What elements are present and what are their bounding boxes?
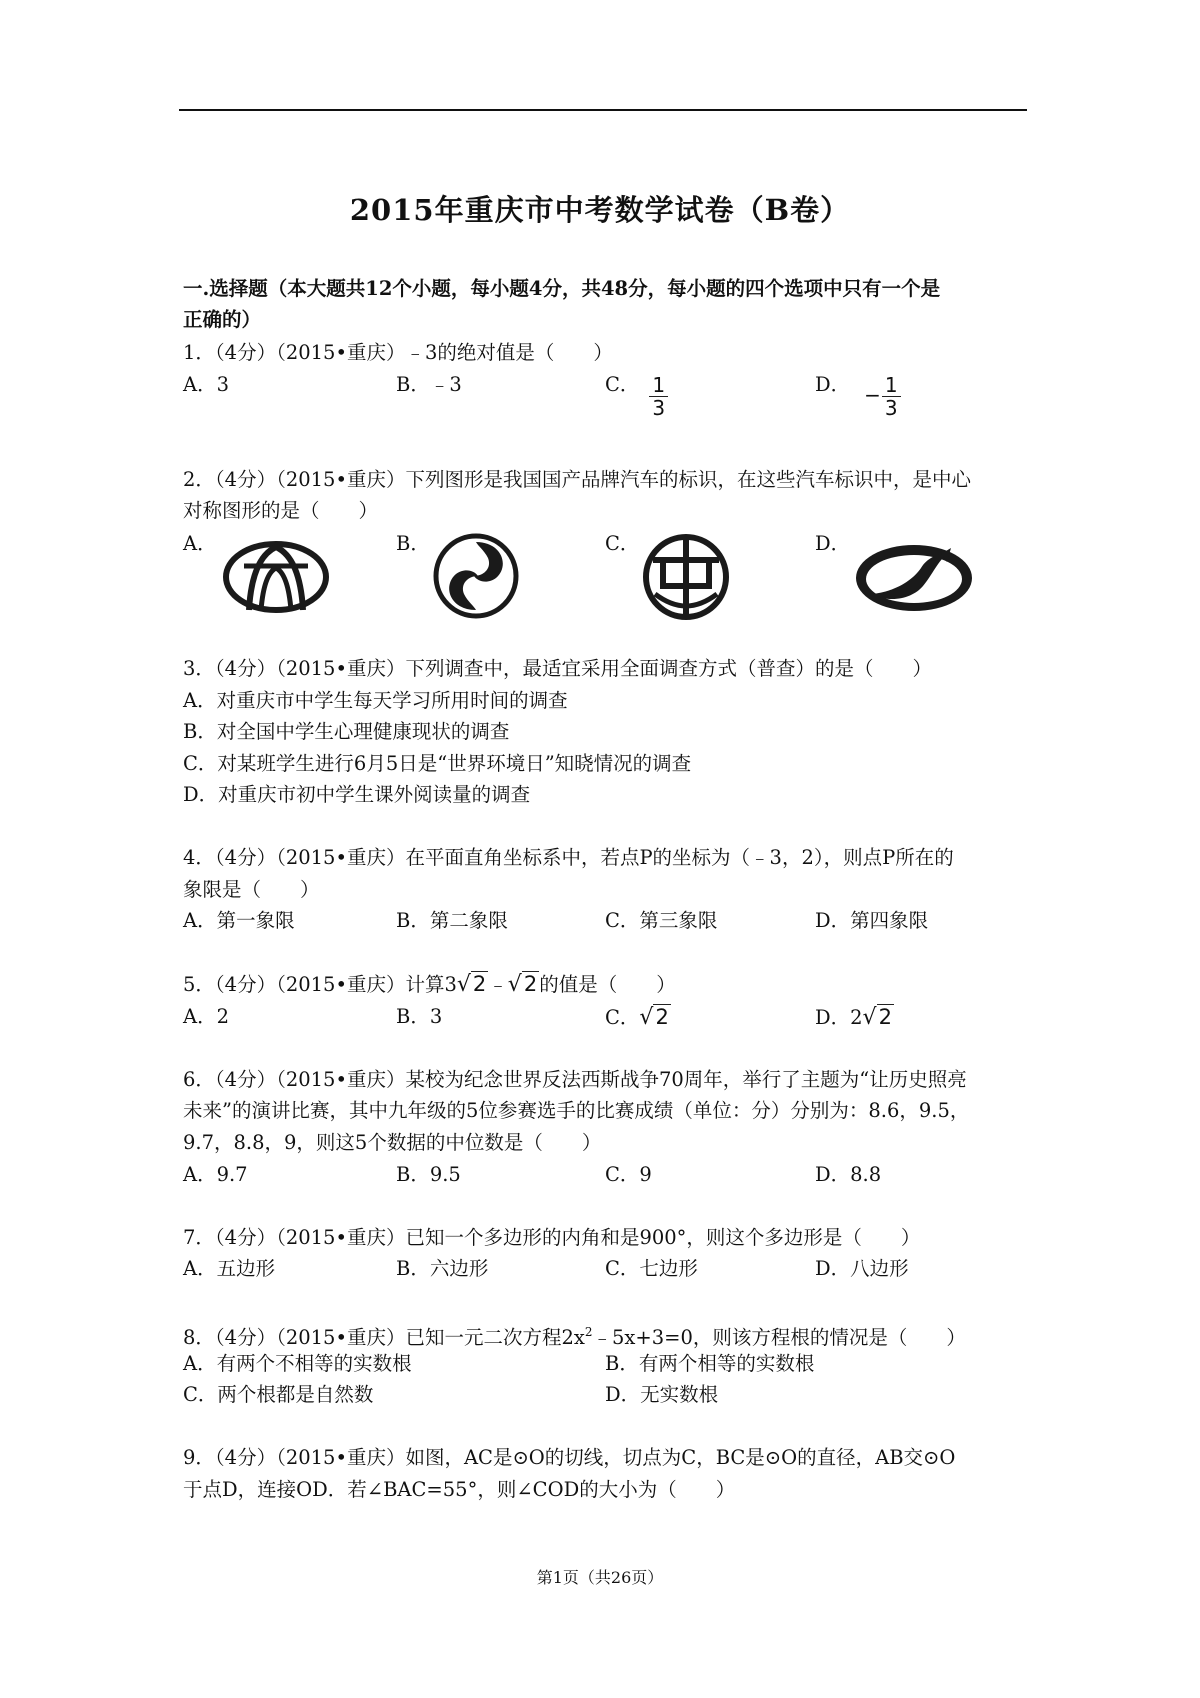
q5-stem-minus: ﹣ (488, 973, 508, 996)
radicand: 2 (878, 1005, 892, 1029)
q4-option-d: D．第四象限 (815, 909, 929, 932)
radical-sign: √ (507, 972, 522, 997)
minus-sign: − (864, 383, 881, 407)
q2-stem-line1: 2．（4分）（2015•重庆）下列图形是我国国产品牌汽车的标识，在这些汽车标识中，是中心 (183, 468, 971, 491)
q1-option-b: B．﹣3 (396, 373, 462, 396)
header-rule (179, 109, 1027, 111)
q4-option-c: C．第三象限 (605, 909, 718, 932)
q5-option-a: A．2 (183, 1005, 229, 1028)
q6-option-c: C．9 (605, 1163, 652, 1186)
q2-stem-line2: 对称图形的是（ ） (183, 499, 379, 522)
q8-stem-pre: 8．（4分）（2015•重庆）已知一元二次方程2x (183, 1326, 585, 1349)
section-heading-line1: 一.选择题（本大题共12个小题，每小题4分，共48分，每小题的四个选项中只有一个是 (183, 277, 941, 300)
q3-option-d: D．对重庆市初中学生课外阅读量的调查 (183, 783, 531, 806)
q3-option-b: B．对全国中学生心理健康现状的调查 (183, 720, 510, 743)
fraction-numerator: 1 (649, 374, 668, 397)
q6-stem-line2: 未来”的演讲比赛，其中九年级的5位参赛选手的比赛成绩（单位：分）分别为：8.6，9.5， (183, 1099, 970, 1122)
logo-c-icon (641, 532, 731, 622)
q5-option-b: B．3 (396, 1005, 443, 1028)
q8-option-d: D．无实数根 (605, 1383, 719, 1406)
q8-option-b: B．有两个相等的实数根 (605, 1352, 815, 1375)
q2-option-c: C． (605, 532, 640, 555)
fraction-denominator: 3 (884, 396, 898, 420)
q9-stem-line2: 于点D，连接OD．若∠BAC=55°，则∠COD的大小为（ ） (183, 1478, 736, 1501)
q7-option-a: A．五边形 (183, 1257, 276, 1280)
q2-option-b: B． (396, 532, 430, 555)
q5-option-d-label: D．2 (815, 1006, 863, 1029)
q5-option-c (605, 1004, 671, 1031)
q6-option-a: A．9.7 (183, 1163, 248, 1186)
radical-sign: √ (456, 972, 471, 997)
q1-stem: 1．（4分）（2015•重庆）﹣3的绝对值是（ ） (183, 341, 613, 364)
logo-b-icon (432, 532, 520, 620)
q7-option-d: D．八边形 (815, 1257, 909, 1280)
fraction-one-third (649, 374, 668, 419)
fraction-one-third (882, 374, 901, 419)
sqrt-expression (863, 1004, 894, 1031)
q8-stem (183, 1319, 966, 1351)
q1-option-a: A．3 (183, 373, 229, 396)
q3-option-c: C．对某班学生进行6月5日是“世界环境日”知晓情况的调查 (183, 752, 692, 775)
section-heading-line2: 正确的） (183, 308, 262, 331)
q1-option-c (605, 372, 668, 419)
sqrt-expression (508, 971, 539, 998)
q4-option-a: A．第一象限 (183, 909, 295, 932)
radicand: 2 (655, 1005, 669, 1029)
radical-sign: √ (639, 1005, 654, 1030)
q1-option-c-label: C． (605, 373, 640, 396)
logo-a-icon (222, 538, 330, 616)
q5-stem-post: 的值是（ ） (539, 973, 676, 996)
q5-stem (183, 971, 676, 998)
q4-stem-line1: 4．（4分）（2015•重庆）在平面直角坐标系中，若点P的坐标为（﹣3，2），则点P所在的 (183, 846, 954, 869)
q6-option-b: B．9.5 (396, 1163, 461, 1186)
page-title: 2015年重庆市中考数学试卷（B卷） (349, 193, 851, 227)
q7-option-c: C．七边形 (605, 1257, 698, 1280)
page-footer: 第1页（共26页） (536, 1568, 664, 1587)
q1-option-d-label: D． (815, 373, 851, 396)
q6-stem-line1: 6．（4分）（2015•重庆）某校为纪念世界反法西斯战争70周年，举行了主题为“让历史照亮 (183, 1068, 967, 1091)
q1-option-d (815, 372, 901, 419)
q3-option-a: A．对重庆市中学生每天学习所用时间的调查 (183, 689, 568, 712)
q4-stem-line2: 象限是（ ） (183, 878, 320, 901)
q5-stem-pre: 5．（4分）（2015•重庆）计算3 (183, 973, 457, 996)
q5-option-d (815, 1004, 894, 1031)
q7-option-b: B．六边形 (396, 1257, 489, 1280)
q2-option-a: A． (183, 532, 217, 555)
q4-option-b: B．第二象限 (396, 909, 508, 932)
sqrt-expression (639, 1004, 670, 1031)
radical-sign: √ (862, 1005, 877, 1030)
sqrt-expression (457, 971, 488, 998)
q8-stem-post: ﹣5x+3=0，则该方程根的情况是（ ） (592, 1326, 966, 1349)
q7-stem: 7．（4分）（2015•重庆）已知一个多边形的内角和是900°，则这个多边形是（ ） (183, 1226, 921, 1249)
q6-option-d: D．8.8 (815, 1163, 882, 1186)
q9-stem-line1: 9．（4分）（2015•重庆）如图，AC是⊙O的切线，切点为C，BC是⊙O的直径，AB交⊙O (183, 1446, 956, 1469)
radicand: 2 (523, 972, 538, 996)
radicand: 2 (472, 972, 487, 996)
fraction-denominator: 3 (652, 396, 666, 420)
q8-option-a: A．有两个不相等的实数根 (183, 1352, 412, 1375)
q8-option-c: C．两个根都是自然数 (183, 1383, 374, 1406)
q2-option-d: D． (815, 532, 851, 555)
fraction-numerator: 1 (882, 374, 901, 397)
exponent: 2 (584, 1325, 593, 1339)
q6-stem-line3: 9.7，8.8，9，则这5个数据的中位数是（ ） (183, 1131, 602, 1154)
q5-option-c-label: C． (605, 1006, 640, 1029)
logo-d-icon (851, 540, 977, 616)
q3-stem: 3．（4分）（2015•重庆）下列调查中，最适宜采用全面调查方式（普查）的是（ ） (183, 657, 932, 680)
